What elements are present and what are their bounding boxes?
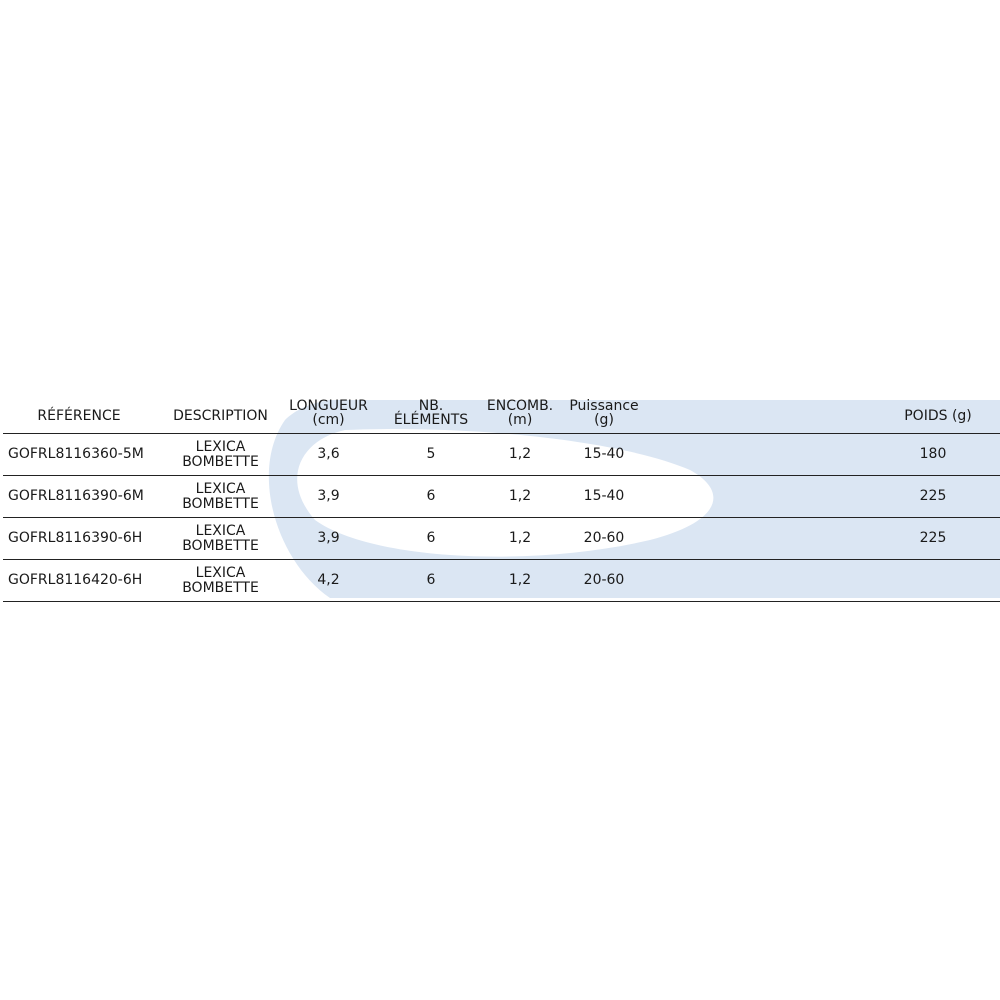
cell-nb-elements: 6: [426, 530, 436, 546]
cell-nb-elements: 5: [426, 446, 436, 462]
cell-poids: 225: [919, 488, 947, 504]
cell-nb-elements: 6: [426, 488, 436, 504]
header-nb-elements: NB. ÉLÉMENTS: [393, 398, 469, 428]
cell-nb-elements: 6: [426, 572, 436, 588]
cell-encomb: 1,2: [508, 488, 532, 504]
cell-poids: 180: [919, 446, 947, 462]
header-description: DESCRIPTION: [173, 407, 268, 424]
cell-puissance: 20-60: [583, 572, 625, 588]
cell-longueur: 3,9: [317, 530, 340, 546]
cell-poids: 225: [919, 530, 947, 546]
cell-reference: GOFRL8116420-6H: [8, 572, 143, 588]
cell-encomb: 1,2: [508, 572, 532, 588]
cell-reference: GOFRL8116390-6M: [8, 488, 144, 504]
header-puissance: Puissance (g): [569, 398, 639, 428]
header-poids: POIDS (g): [904, 407, 972, 424]
header-reference: RÉFÉRENCE: [37, 407, 121, 424]
cell-reference: GOFRL8116390-6H: [8, 530, 143, 546]
cell-longueur: 3,6: [317, 446, 340, 462]
cell-puissance: 15-40: [583, 488, 625, 504]
table-row: [3, 434, 1000, 476]
table-header: [3, 398, 1000, 434]
product-table: [3, 398, 1000, 602]
cell-description: LEXICA BOMBETTE: [182, 480, 259, 512]
table-row: [3, 518, 1000, 560]
cell-description: LEXICA BOMBETTE: [182, 438, 259, 470]
cell-puissance: 15-40: [583, 446, 625, 462]
cell-reference: GOFRL8116360-5M: [8, 446, 144, 462]
cell-encomb: 1,2: [508, 446, 532, 462]
table-row: [3, 560, 1000, 602]
cell-longueur: 4,2: [317, 572, 340, 588]
cell-puissance: 20-60: [583, 530, 625, 546]
cell-poids: [893, 560, 973, 601]
cell-encomb: 1,2: [508, 530, 532, 546]
cell-description: LEXICA BOMBETTE: [182, 522, 259, 554]
cell-longueur: 3,9: [317, 488, 340, 504]
table-row: [3, 476, 1000, 518]
header-longueur: LONGUEUR (cm): [289, 398, 368, 428]
header-encomb: ENCOMB. (m): [486, 398, 554, 428]
cell-description: LEXICA BOMBETTE: [182, 564, 259, 596]
